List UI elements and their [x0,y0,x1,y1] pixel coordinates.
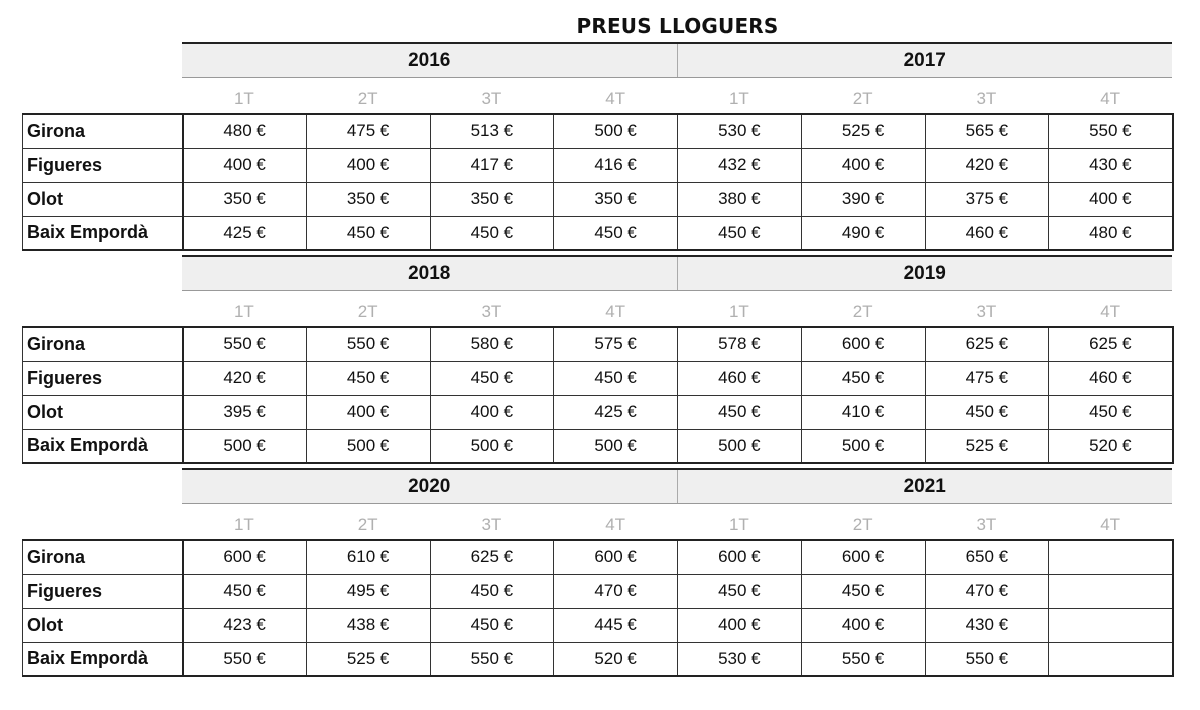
quarter-label: 4T [1100,302,1121,321]
price-cell: 423 € [183,608,307,642]
price-cell: 550 € [1049,114,1173,148]
price-cell: 470 € [925,574,1049,608]
price-cell: 375 € [925,182,1049,216]
price-cell: 600 € [183,540,307,574]
price-cell: 600 € [801,327,925,361]
price-cell: 450 € [430,216,554,250]
price-cell: 500 € [430,429,554,463]
price-cell: 450 € [554,361,678,395]
quarter-label: 2T [357,89,378,108]
price-cell: 550 € [183,642,307,676]
price-cell: 432 € [678,148,802,182]
price-cell: 438 € [306,608,430,642]
price-cell [1049,540,1173,574]
row-label: Girona [23,327,183,361]
price-cell: 550 € [430,642,554,676]
price-cell: 460 € [678,361,802,395]
quarter-label: 4T [605,515,626,534]
quarter-label: 4T [605,89,626,108]
price-cell: 450 € [554,216,678,250]
price-cell: 450 € [306,216,430,250]
quarter-label: 3T [976,302,997,321]
price-cell: 600 € [801,540,925,574]
price-cell: 525 € [925,429,1049,463]
row-label: Baix Empordà [23,642,183,676]
price-cell: 400 € [678,608,802,642]
quarter-label: 3T [976,515,997,534]
price-cell: 400 € [183,148,307,182]
row-label: Girona [23,540,183,574]
price-cell: 400 € [306,148,430,182]
price-cell: 350 € [430,182,554,216]
quarter-label: 2T [852,302,873,321]
year-header: 2017 [677,44,1173,77]
price-cell: 400 € [1049,182,1173,216]
table-row [23,429,1173,463]
table-row [23,216,1173,250]
row-label: Baix Empordà [23,429,183,463]
year-header-row [182,255,1172,291]
price-cell: 450 € [183,574,307,608]
price-cell [1049,608,1173,642]
price-cell: 650 € [925,540,1049,574]
price-cell: 500 € [306,429,430,463]
price-cell: 495 € [306,574,430,608]
year-header: 2021 [677,470,1173,503]
quarter-header-row [182,79,1172,115]
quarter-label: 3T [481,515,502,534]
row-label: Olot [23,608,183,642]
price-cell: 395 € [183,395,307,429]
year-header: 2020 [408,476,451,497]
quarter-label: 1T [233,515,254,534]
year-header-row [182,42,1172,78]
quarter-header-row [182,505,1172,541]
quarter-label: 2T [357,302,378,321]
price-cell: 450 € [1049,395,1173,429]
quarter-label: 4T [1100,89,1121,108]
price-cell: 350 € [306,182,430,216]
price-table [22,539,1174,677]
price-cell: 578 € [678,327,802,361]
table-row [23,148,1173,182]
price-cell: 450 € [925,395,1049,429]
price-cell: 625 € [430,540,554,574]
row-label: Olot [23,182,183,216]
table-row [23,327,1173,361]
price-cell: 580 € [430,327,554,361]
price-cell: 390 € [801,182,925,216]
price-cell: 417 € [430,148,554,182]
price-cell: 490 € [801,216,925,250]
quarter-label: 2T [357,515,378,534]
price-cell: 513 € [430,114,554,148]
price-cell: 550 € [183,327,307,361]
row-label: Figueres [23,148,183,182]
price-cell: 450 € [678,395,802,429]
quarter-label: 2T [852,89,873,108]
price-cell: 350 € [183,182,307,216]
price-cell: 575 € [554,327,678,361]
price-cell: 450 € [306,361,430,395]
price-cell: 565 € [925,114,1049,148]
price-cell: 475 € [306,114,430,148]
price-cell: 425 € [183,216,307,250]
price-cell: 625 € [1049,327,1173,361]
price-cell: 500 € [678,429,802,463]
price-cell: 600 € [678,540,802,574]
price-cell: 610 € [306,540,430,574]
quarter-label: 4T [1100,515,1121,534]
price-cell: 400 € [801,608,925,642]
quarter-label: 1T [233,89,254,108]
quarter-label: 1T [233,302,254,321]
price-cell: 525 € [306,642,430,676]
table-row [23,608,1173,642]
year-header: 2019 [677,257,1173,290]
price-cell: 420 € [925,148,1049,182]
price-cell: 500 € [183,429,307,463]
price-cell: 530 € [678,114,802,148]
table-row [23,361,1173,395]
price-cell: 480 € [183,114,307,148]
price-cell: 550 € [306,327,430,361]
price-cell: 425 € [554,395,678,429]
quarter-label: 1T [728,89,749,108]
page-title: PREUS LLOGUERS [576,14,779,38]
row-label: Baix Empordà [23,216,183,250]
price-cell: 400 € [306,395,430,429]
price-cell: 480 € [1049,216,1173,250]
price-cell: 550 € [925,642,1049,676]
price-cell: 400 € [801,148,925,182]
price-cell: 520 € [554,642,678,676]
price-cell: 500 € [801,429,925,463]
price-cell: 460 € [925,216,1049,250]
year-header-row [182,468,1172,504]
price-cell: 410 € [801,395,925,429]
price-cell: 450 € [801,361,925,395]
table-row [23,114,1173,148]
price-table [22,113,1174,251]
quarter-label: 3T [481,89,502,108]
price-cell: 350 € [554,182,678,216]
quarter-label: 4T [605,302,626,321]
price-cell [1049,642,1173,676]
row-label: Olot [23,395,183,429]
price-cell: 450 € [801,574,925,608]
quarter-label: 3T [976,89,997,108]
price-cell: 500 € [554,114,678,148]
table-row [23,182,1173,216]
quarter-label: 1T [728,515,749,534]
table-row [23,574,1173,608]
table-row [23,642,1173,676]
price-cell: 445 € [554,608,678,642]
price-cell: 450 € [430,361,554,395]
price-cell: 450 € [678,216,802,250]
price-cell: 430 € [1049,148,1173,182]
price-cell: 450 € [430,574,554,608]
row-label: Figueres [23,574,183,608]
table-row [23,395,1173,429]
price-cell [1049,574,1173,608]
quarter-label: 1T [728,302,749,321]
price-table [22,326,1174,464]
price-cell: 525 € [801,114,925,148]
price-cell: 550 € [801,642,925,676]
price-cell: 470 € [554,574,678,608]
price-cell: 416 € [554,148,678,182]
price-cell: 420 € [183,361,307,395]
price-cell: 460 € [1049,361,1173,395]
price-cell: 500 € [554,429,678,463]
row-label: Figueres [23,361,183,395]
price-cell: 520 € [1049,429,1173,463]
price-cell: 430 € [925,608,1049,642]
price-cell: 530 € [678,642,802,676]
price-cell: 400 € [430,395,554,429]
price-cell: 475 € [925,361,1049,395]
year-header: 2018 [408,263,451,284]
quarter-label: 3T [481,302,502,321]
table-row [23,540,1173,574]
price-cell: 625 € [925,327,1049,361]
price-cell: 600 € [554,540,678,574]
row-label: Girona [23,114,183,148]
price-cell: 450 € [430,608,554,642]
quarter-header-row [182,292,1172,328]
year-header: 2016 [408,50,451,71]
quarter-label: 2T [852,515,873,534]
price-cell: 450 € [678,574,802,608]
price-cell: 380 € [678,182,802,216]
